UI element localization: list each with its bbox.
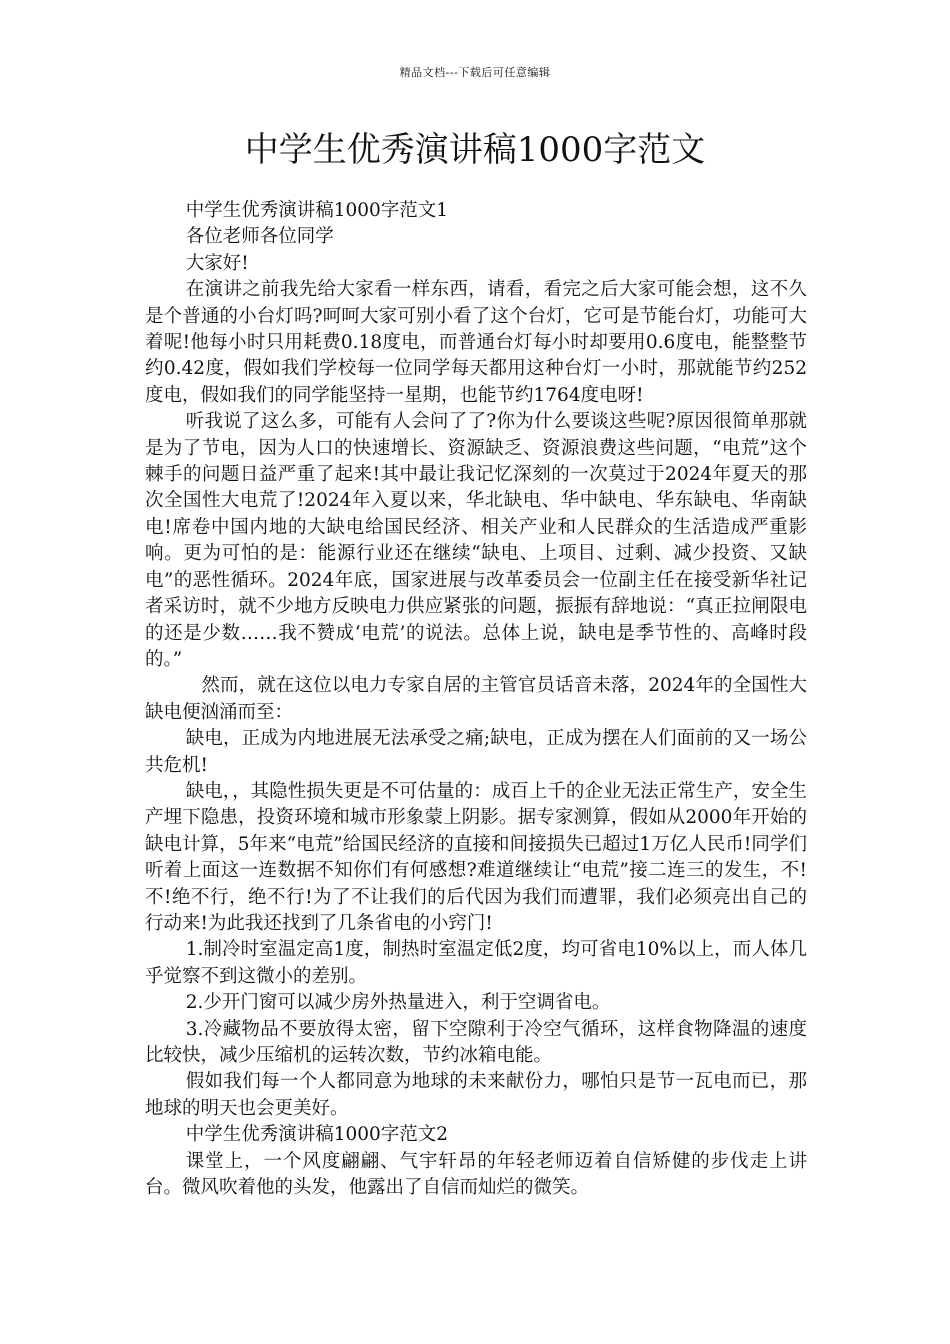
tip-1: 1.制冷时室温定高1度，制热时室温定低2度，均可省电10%以上，而人体几乎觉察不到这微小的差别。: [145, 939, 807, 987]
section-heading-1: 中学生优秀演讲稿1000字范文1: [185, 200, 449, 221]
paragraph-intro: 在演讲之前我先给大家看一样东西，请看，看完之后大家可能会想，这不久是个普通的小台灯吗?呵呵大家可别小看了这个台灯，它可是节能台灯，功能可大着呢!他每小时只用耗费0.18度电，而普通台灯每小时却要用0.6度电，能整整节约0.42度，假如我们学校每一位同学每天都用这种台灯一小时，那就能节约252度电，假如我们的同学能坚持一星期，也能节约1764度电呀!: [145, 279, 807, 406]
tip-3: 3.冷藏物品不要放得太密，留下空隙利于冷空气循环，这样食物降温的速度比较快，减少压缩机的运转次数，节约冰箱电能。: [145, 1018, 807, 1066]
paragraph-conclusion: 假如我们每一个人都同意为地球的未来献份力，哪怕只是节一瓦电而已，那地球的明天也会更美好。: [145, 1071, 807, 1119]
document-body: [145, 198, 807, 1201]
paragraph-power-shortage: 听我说了这么多，可能有人会问了了?你为什么要谈这些呢?原因很简单那就是为了节电，因为人口的快速增长、资源缺乏、资源浪费这些问题，“电荒”这个棘手的问题日益严重了起来!其中最让我记忆深刻的一次莫过于2024年夏天的那次全国性大电荒了!2024年入夏以来，华北缺电、华中缺电、华东缺电、华南缺电!席卷中国内地的大缺电给国民经济、相关产业和人民群众的生活造成严重影响。更为可怕的是：能源行业还在继续“缺电、上项目、过剩、减少投资、又缺电”的恶性循环。2024年底，国家进展与改革委员会一位副主任在接受新华社记者采访时，就不少地方反映电力供应紧张的问题，振振有辞地说：“真正拉闸限电的还是少数……我不赞成‘电荒’的说法。总体上说，缺电是季节性的、高峰时段的。”: [145, 411, 807, 670]
tip-2: 2.少开门窗可以减少房外热量进入，利于空调省电。: [185, 992, 611, 1014]
paragraph-losses: 缺电，，其隐性损失更是不可估量的：成百上千的企业无法正常生产，安全生产埋下隐患，投资环境和城市形象蒙上阴影。据专家测算，假如从2000年开始的缺电计算，5年来“电荒”给国民经济的直接和间接损失已超过1万亿人民币!同学们听着上面这一连数据不知你们有何感想?难道继续让“电荒”接二连三的发生，不!不!绝不行，绝不行!为了不让我们的后代因为我们而遭罪，我们必须亮出自己的行动来!为此我还找到了几条省电的小窍门!: [145, 780, 807, 934]
greeting: 大家好!: [185, 252, 249, 274]
page-header-note: 精品文档---下载后可任意编辑: [399, 66, 551, 79]
paragraph-classroom: 课堂上，一个风度翩翩、气宇轩昂的年轻老师迈着自信矫健的步伐走上讲台。微风吹着他的头发，他露出了自信而灿烂的微笑。: [145, 1150, 807, 1199]
paragraph-crisis: 缺电，正成为内地进展无法承受之痛;缺电，正成为摆在人们面前的又一场公共危机!: [145, 728, 807, 776]
paragraph-however: 然而，就在这位以电力专家自居的主管官员话音未落，2024年的全国性大缺电便汹涌而至：: [145, 675, 807, 723]
section-heading-2: 中学生优秀演讲稿1000字范文2: [185, 1124, 449, 1146]
document-title: 中学生优秀演讲稿1000字范文: [244, 130, 706, 170]
salutation: 各位老师各位同学: [185, 226, 334, 248]
